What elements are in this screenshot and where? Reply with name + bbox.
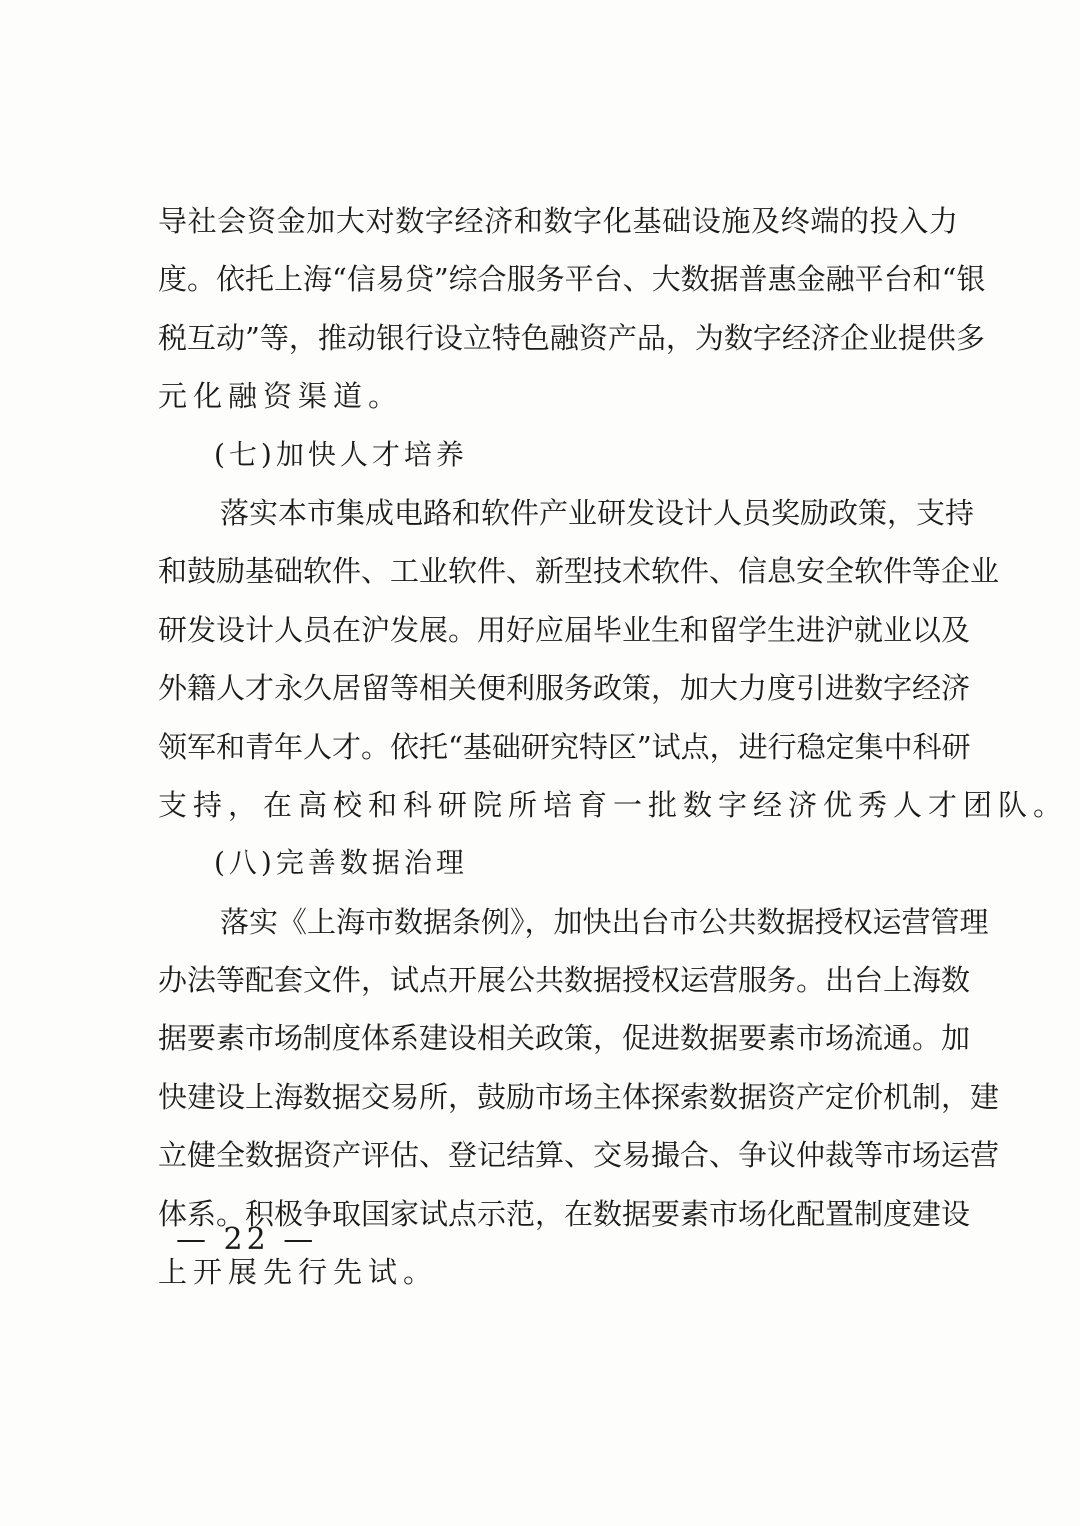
text-line: 外籍人才永久居留等相关便利服务政策，加大力度引进数字经济 (158, 671, 971, 706)
paragraph-talent (158, 484, 1069, 834)
text-line: 元化融资渠道。 (158, 379, 404, 414)
text-line: 落实本市集成电路和软件产业研发设计人员奖励政策，支持 (220, 495, 975, 530)
paragraph-financing (158, 192, 986, 426)
text-line: 据要素市场制度体系建设相关政策，促进数据要素市场流通。加 (158, 1021, 971, 1056)
text-line: 和鼓励基础软件、工业软件、新型技术软件、信息安全软件等企业 (158, 554, 1000, 589)
text-line: 研发设计人员在沪发展。用好应届毕业生和留学生进沪就业以及 (158, 612, 971, 647)
text-line: 税互动”等，推动银行设立特色融资产品，为数字经济企业提供多 (158, 320, 985, 355)
text-line: 上开展先行先试。 (158, 1255, 439, 1290)
text-line: 体系。积极争取国家试点示范，在数据要素市场化配置制度建设 (158, 1196, 971, 1231)
text-line: 办法等配套文件，试点开展公共数据授权运营服务。出台上海数 (158, 963, 971, 998)
text-line: 导社会资金加大对数字经济和数字化基础设施及终端的投入力 (158, 204, 958, 238)
section-heading-data-governance: (八)完善数据治理 (214, 846, 468, 880)
text-line: 支持，在高校和科研院所培育一批数字经济优秀人才团队。 (158, 787, 1069, 822)
text-line: 领军和青年人才。依托“基础研究特区”试点，进行稳定集中科研 (158, 729, 971, 764)
text-line: 立健全数据资产评估、登记结算、交易撮合、争议仲裁等市场运营 (158, 1138, 1000, 1173)
section-heading-talent: (七)加快人才培养 (214, 437, 468, 471)
text-line: 度。依托上海“信易贷”综合服务平台、大数据普惠金融平台和“银 (158, 262, 986, 297)
document-body (158, 192, 1069, 1301)
page-number: — 22 — (176, 1222, 318, 1257)
text-line: 快建设上海数据交易所，鼓励市场主体探索数据资产定价机制，建 (158, 1079, 1000, 1114)
text-line: 落实《上海市数据条例》，加快出台市公共数据授权运营管理 (220, 904, 989, 939)
